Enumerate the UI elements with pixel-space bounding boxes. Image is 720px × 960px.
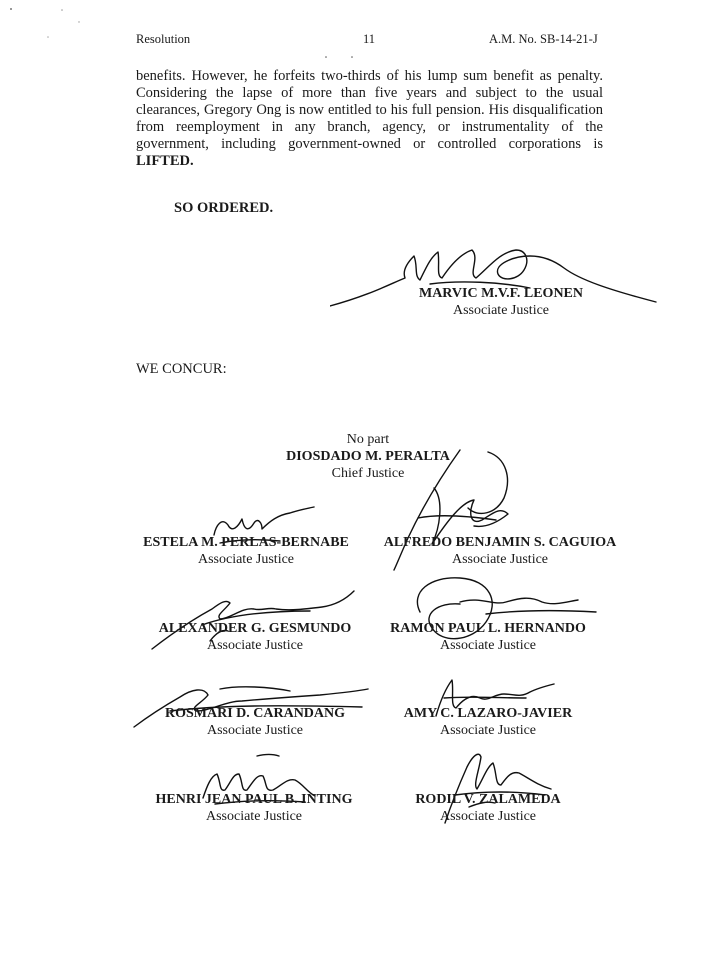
- justice-name-lazaro-javier: AMY C. LAZARO-JAVIER: [403, 706, 573, 721]
- chief-justice-name: DIOSDADO M. PERALTA: [286, 449, 450, 464]
- header-document-type: Resolution: [136, 32, 191, 46]
- resolution-paragraph: [136, 68, 603, 170]
- lifted-emphasis: LIFTED.: [136, 153, 194, 169]
- justice-name-caguioa: ALFREDO BENJAMIN S. CAGUIOA: [383, 535, 617, 550]
- header-page-number: 11: [363, 32, 376, 46]
- hernando-block: [365, 620, 611, 654]
- scan-specks: [0, 0, 720, 60]
- chief-justice-title: Chief Justice: [331, 466, 405, 481]
- justice-name-gesmundo: ALEXANDER G. GESMUNDO: [158, 621, 352, 636]
- justice-title-perlas-bernabe: Associate Justice: [197, 552, 295, 567]
- justice-name-zalameda: RODIL V. ZALAMEDA: [415, 792, 561, 807]
- justice-name-perlas-bernabe: ESTELA M. PERLAS-BERNABE: [143, 535, 349, 550]
- we-concur-label: WE CONCUR:: [136, 361, 227, 377]
- so-ordered-heading: SO ORDERED.: [174, 200, 274, 216]
- inting-block: [126, 791, 382, 825]
- no-part-note: No part: [346, 432, 390, 447]
- justice-title-zalameda: Associate Justice: [439, 809, 537, 824]
- header-case-number: A.M. No. SB-14-21-J: [489, 32, 598, 46]
- paragraph-text: benefits. However, he forfeits two-thirds of his lump sum benefit as penalty. Considering the lapse of more than five years and subject to the usual clearances, Gregory Ong is now entitled to his full pension. His disqualification from reemployment in any branch, agency, or instrumentality of the government, including government-owned or controlled corporations is: [136, 68, 603, 152]
- justice-title-lazaro-javier: Associate Justice: [439, 723, 537, 738]
- zalameda-block: [385, 791, 591, 825]
- lazaro-javier-block: [370, 705, 606, 739]
- caguioa-block: [360, 534, 640, 568]
- chief-justice-block: [258, 431, 478, 482]
- justice-title-caguioa: Associate Justice: [451, 552, 549, 567]
- justice-title-carandang: Associate Justice: [206, 723, 304, 738]
- carandang-block: [120, 705, 390, 739]
- justice-title-hernando: Associate Justice: [439, 638, 537, 653]
- ponente-signature-block: [388, 285, 614, 319]
- gesmundo-block: [126, 620, 384, 654]
- ponente-title: Associate Justice: [452, 303, 550, 318]
- justice-title-inting: Associate Justice: [205, 809, 303, 824]
- justice-name-hernando: RAMON PAUL L. HERNANDO: [390, 621, 586, 636]
- ponente-name: MARVIC M.V.F. LEONEN: [418, 286, 584, 301]
- perlas-bernabe-block: [108, 534, 384, 568]
- justice-name-carandang: ROSMARI D. CARANDANG: [164, 706, 346, 721]
- justice-name-inting: HENRI JEAN PAUL B. INTING: [155, 792, 353, 807]
- justice-title-gesmundo: Associate Justice: [206, 638, 304, 653]
